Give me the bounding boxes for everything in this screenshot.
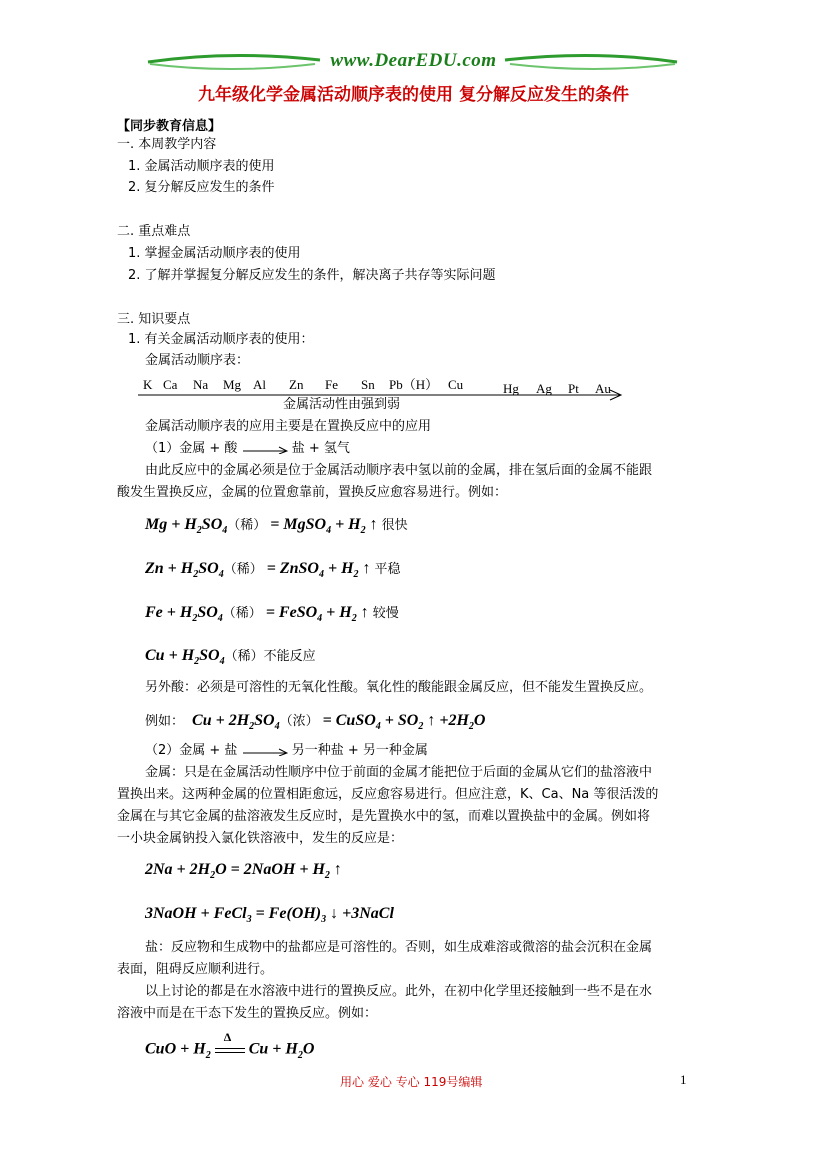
metal-symbol: Mg bbox=[223, 377, 242, 392]
equation-na-water: $2Na + 2H_2O$ = 2NaOH + $H_2$ ↑ bbox=[145, 861, 342, 882]
s2-item: 1. 掌握金属活动顺序表的使用 bbox=[128, 246, 301, 261]
reaction2-right: 另一种盐 + 另一种金属 bbox=[291, 743, 428, 758]
paragraph-line: 以上讨论的都是在水溶液中进行的置换反应。此外，在初中化学里还接触到一些不是在水 bbox=[145, 984, 653, 999]
dilute-label: （稀） bbox=[223, 562, 263, 577]
s2-item: 2. 了解并掌握复分解反应发生的条件，解决离子共存等实际问题 bbox=[128, 268, 496, 283]
page-number: 1 bbox=[680, 1072, 687, 1087]
heat-equals-sign bbox=[215, 1030, 245, 1060]
rate-note: 很快 bbox=[381, 518, 408, 533]
equation-zn: $Zn + H_2SO_4$（稀） = ZnSO$_4$ + $H_2$ ↑ 平稳 bbox=[145, 560, 401, 581]
metal-symbol: Sn bbox=[361, 377, 375, 392]
dilute-label: （稀） bbox=[224, 649, 264, 664]
equation-cu: $Cu + H_2SO_4$（稀）不能反应 bbox=[145, 647, 316, 668]
metal-symbol: Ca bbox=[163, 377, 178, 392]
metal-symbol: K bbox=[143, 377, 153, 392]
metal-symbol: Pt bbox=[568, 381, 579, 396]
metal-symbol: Zn bbox=[289, 377, 304, 392]
s1-heading: 一. 本周教学内容 bbox=[117, 137, 217, 152]
equation-cu-conc: 例如： $Cu + 2H_2SO_4$（浓） = CuSO$_4$ + $SO_2$ ↑ $+2H_2O$ bbox=[145, 712, 486, 733]
paragraph-line: 置换出来。这两种金属的位置相距愈远，反应愈容易进行。但应注意，K、Ca、Na 等很活泼的 bbox=[117, 787, 659, 802]
no-reaction-label: 不能反应 bbox=[263, 649, 316, 664]
paragraph-line: 金属在与其它金属的盐溶液发生反应时，是先置换水中的氢，而难以置换盐中的金属。例如将 bbox=[117, 809, 651, 824]
reaction2-left: （2）金属 + 盐 bbox=[145, 743, 238, 758]
paragraph-line: 酸发生置换反应，金属的位置愈靠前，置换反应愈容易进行。例如： bbox=[117, 485, 508, 500]
s1-item: 1. 金属活动顺序表的使用 bbox=[128, 159, 275, 174]
metal-symbol: Au bbox=[595, 381, 611, 396]
paragraph-line: 一小块金属钠投入氯化铁溶液中，发生的反应是： bbox=[117, 831, 404, 846]
s3-item1: 1. 有关金属活动顺序表的使用： bbox=[128, 332, 314, 347]
equation-fe: $Fe + H_2SO_4$（稀） = FeSO$_4$ + $H_2$ ↑ 较慢 bbox=[145, 604, 399, 625]
site-brand: www.DearEDU.com bbox=[330, 50, 497, 71]
section-sync-info: 【同步教育信息】 bbox=[117, 119, 222, 134]
metal-symbol: Al bbox=[253, 377, 266, 392]
page-title: 九年级化学金属活动顺序表的使用 复分解反应发生的条件 bbox=[198, 85, 629, 105]
right-arrow-icon bbox=[242, 444, 288, 454]
s1-item: 2. 复分解反应发生的条件 bbox=[128, 180, 275, 195]
metal-symbol: Pb（H） bbox=[389, 377, 439, 392]
paragraph-line: 另外酸：必须是可溶性的无氧化性酸。氧化性的酸能跟金属反应，但不能发生置换反应。 bbox=[145, 680, 653, 695]
activity-series-label: 金属活动顺序表： bbox=[145, 353, 250, 368]
paragraph-line: 由此反应中的金属必须是位于金属活动顺序表中氢以前的金属，排在氢后面的金属不能跟 bbox=[145, 463, 653, 478]
right-arrow-icon bbox=[242, 746, 288, 756]
rate-note: 较慢 bbox=[372, 606, 399, 621]
example-label: 例如： bbox=[145, 714, 185, 729]
footer-text: 用心 爱心 专心 119号编辑 bbox=[340, 1075, 483, 1089]
reaction1-left: （1）金属 + 酸 bbox=[145, 441, 238, 456]
dilute-label: （稀） bbox=[222, 606, 262, 621]
activity-arrow-label: 金属活动性由强到弱 bbox=[283, 397, 401, 412]
apply-text: 金属活动顺序表的应用主要是在置换反应中的应用 bbox=[145, 419, 432, 434]
s2-heading: 二. 重点难点 bbox=[117, 224, 191, 239]
concentrated-label: （浓） bbox=[279, 714, 319, 729]
dilute-label: （稀） bbox=[227, 518, 267, 533]
equation-naoh-fecl3: 3NaOH + FeCl$_3$ = $Fe(OH)_3$ ↓ +3NaCl bbox=[145, 905, 394, 926]
metal-symbol: Ag bbox=[536, 381, 552, 396]
reaction1-right: 盐 + 氢气 bbox=[291, 441, 350, 456]
reaction2 bbox=[145, 742, 428, 760]
metal-symbol: Hg bbox=[503, 381, 519, 396]
heat-symbol: Δ bbox=[223, 1030, 232, 1044]
paragraph-line: 金属：只是在金属活动性顺序中位于前面的金属才能把位于后面的金属从它们的盐溶液中 bbox=[145, 765, 653, 780]
metal-symbol: Fe bbox=[325, 377, 338, 392]
metal-symbol: Na bbox=[193, 377, 209, 392]
metal-symbol: Cu bbox=[448, 377, 464, 392]
rate-note: 平稳 bbox=[374, 562, 401, 577]
equation-mg: $Mg + H_2SO_4$（稀） = MgSO$_4$ + $H_2$ ↑ 很快 bbox=[145, 516, 408, 537]
equation-cuo-h2: CuO + $H_2$ Δ $Cu + H_2O$ bbox=[145, 1030, 315, 1061]
paragraph-line: 溶液中而是在干态下发生的置换反应。例如： bbox=[117, 1006, 378, 1021]
s3-heading: 三. 知识要点 bbox=[117, 312, 191, 327]
paragraph-line: 盐：反应物和生成物中的盐都应是可溶性的。否则，如生成难溶或微溶的盐会沉积在金属 bbox=[145, 940, 653, 955]
reaction1 bbox=[145, 440, 350, 458]
paragraph-line: 表面，阻碍反应顺利进行。 bbox=[117, 962, 274, 977]
